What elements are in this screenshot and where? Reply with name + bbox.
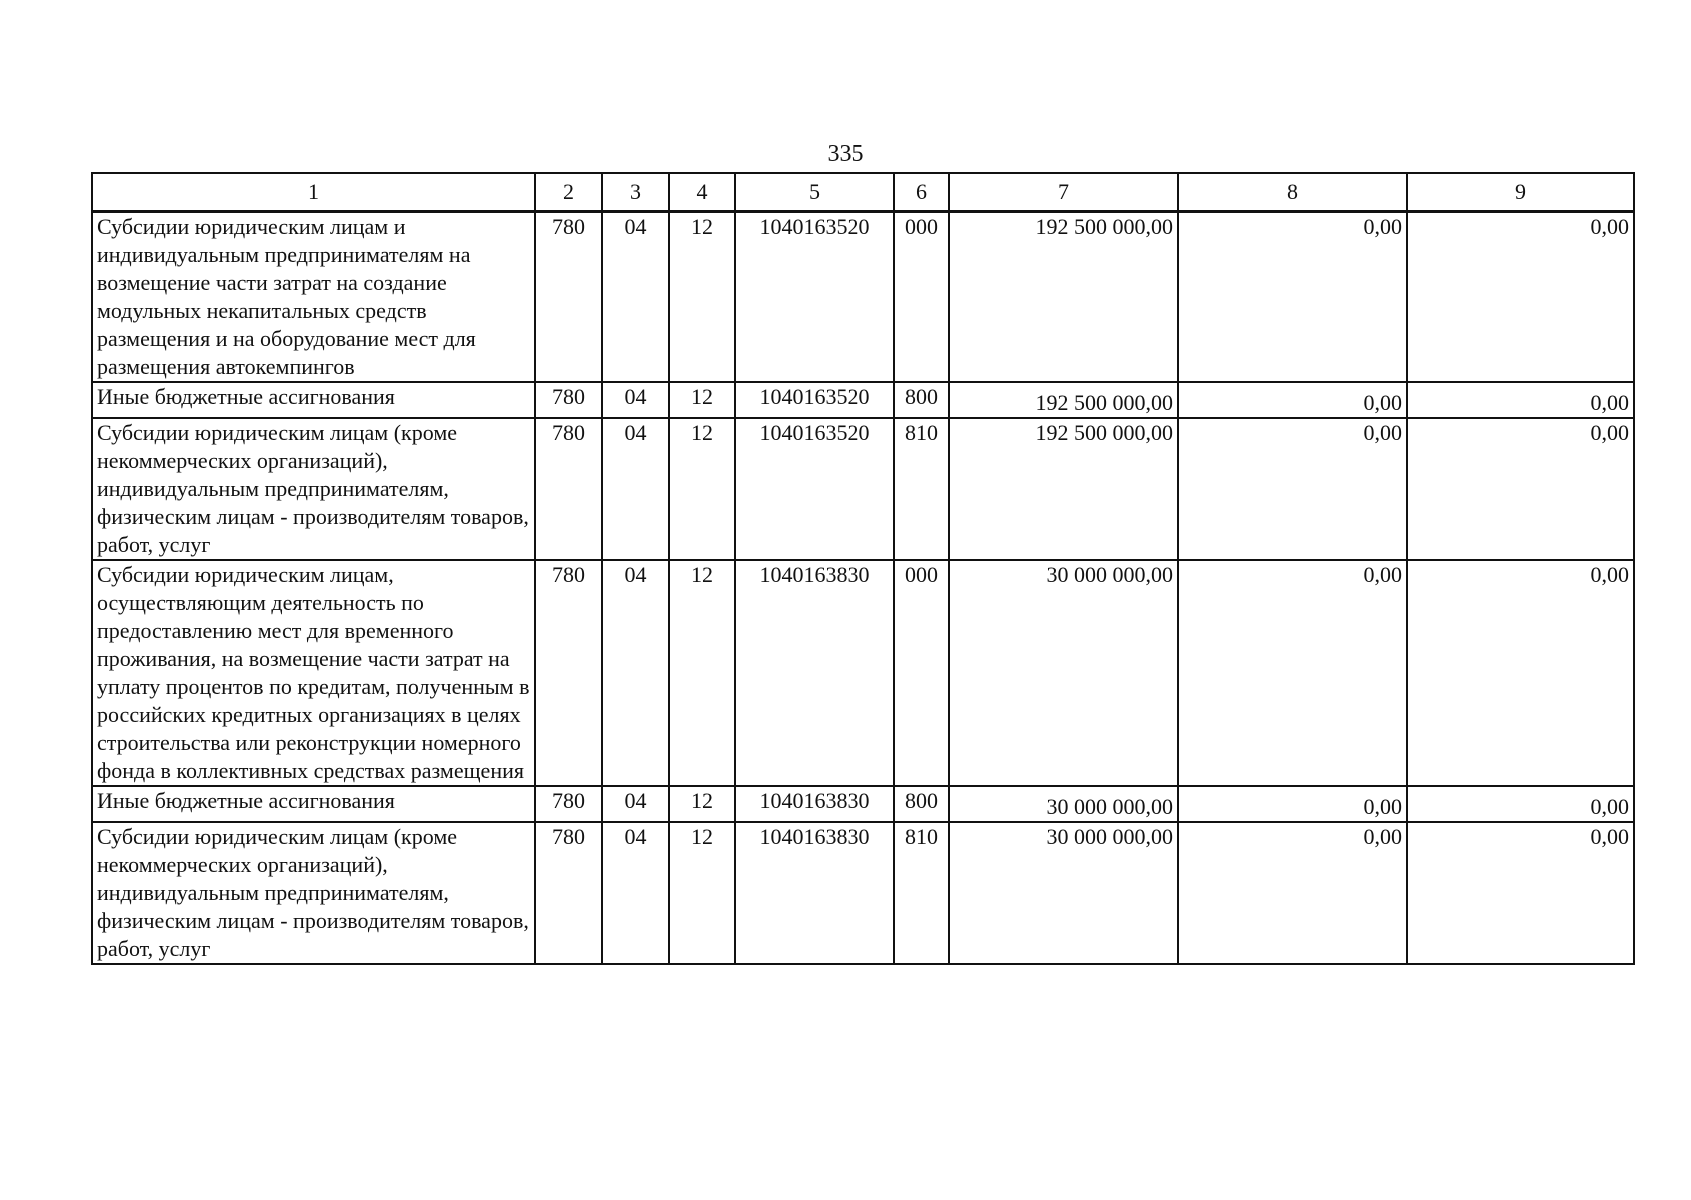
amount-cell: 0,00 [1178,786,1407,822]
cell: 12 [669,418,735,560]
budget-table [91,172,1635,965]
cell: 04 [602,212,669,383]
cell: 12 [669,560,735,786]
amount-cell: 30 000 000,00 [949,560,1178,786]
cell: 1040163830 [735,822,894,964]
row-name-cell: Субсидии юридическим лицам (кроме некоммерческих организаций), индивидуальным предпринимателям, физическим лицам - производителям товаров, работ, услуг [92,418,535,560]
table-row [92,382,1634,418]
cell: 12 [669,382,735,418]
cell: 04 [602,822,669,964]
cell: 000 [894,212,949,383]
cell: 12 [669,212,735,383]
row-name-cell: Субсидии юридическим лицам и индивидуальным предпринимателям на возмещение части затрат на создание модульных некапитальных средств размещения и на оборудование мест для размещения автокемпингов [92,212,535,383]
table-row [92,822,1634,964]
cell: 1040163520 [735,212,894,383]
amount-cell: 0,00 [1407,382,1634,418]
amount-cell: 0,00 [1407,822,1634,964]
amount-cell: 30 000 000,00 [949,822,1178,964]
column-header: 4 [669,173,735,212]
cell: 780 [535,418,602,560]
column-header: 9 [1407,173,1634,212]
amount-cell: 0,00 [1178,822,1407,964]
amount-cell: 0,00 [1407,212,1634,383]
cell: 780 [535,786,602,822]
cell: 780 [535,212,602,383]
cell: 04 [602,786,669,822]
cell: 1040163520 [735,382,894,418]
column-header: 1 [92,173,535,212]
table-row [92,786,1634,822]
amount-cell: 0,00 [1407,418,1634,560]
cell: 780 [535,822,602,964]
column-header: 2 [535,173,602,212]
cell: 780 [535,382,602,418]
column-header: 5 [735,173,894,212]
table-row [92,560,1634,786]
cell: 1040163520 [735,418,894,560]
amount-cell: 0,00 [1407,560,1634,786]
row-name-cell: Иные бюджетные ассигнования [92,786,535,822]
amount-cell: 0,00 [1178,560,1407,786]
cell: 12 [669,822,735,964]
amount-cell: 192 500 000,00 [949,382,1178,418]
cell: 1040163830 [735,560,894,786]
amount-cell: 0,00 [1178,418,1407,560]
amount-cell: 0,00 [1407,786,1634,822]
row-name-cell: Субсидии юридическим лицам, осуществляющим деятельность по предоставлению мест для временного проживания, на возмещение части затрат на уплату процентов по кредитам, полученным в российских кредитных организациях в целях строительства или реконструкции номерного фонда в коллективных средствах размещения [92,560,535,786]
table-row [92,212,1634,383]
cell: 04 [602,382,669,418]
column-header: 8 [1178,173,1407,212]
page-number: 335 [827,141,864,167]
cell: 810 [894,822,949,964]
cell: 810 [894,418,949,560]
amount-cell: 0,00 [1178,382,1407,418]
column-header: 7 [949,173,1178,212]
cell: 12 [669,786,735,822]
cell: 800 [894,382,949,418]
table-row [92,418,1634,560]
cell: 04 [602,418,669,560]
amount-cell: 192 500 000,00 [949,418,1178,560]
column-header: 3 [602,173,669,212]
cell: 780 [535,560,602,786]
amount-cell: 192 500 000,00 [949,212,1178,383]
table-header-row [92,173,1634,212]
column-header: 6 [894,173,949,212]
cell: 1040163830 [735,786,894,822]
amount-cell: 30 000 000,00 [949,786,1178,822]
cell: 000 [894,560,949,786]
amount-cell: 0,00 [1178,212,1407,383]
row-name-cell: Иные бюджетные ассигнования [92,382,535,418]
cell: 04 [602,560,669,786]
cell: 800 [894,786,949,822]
row-name-cell: Субсидии юридическим лицам (кроме некоммерческих организаций), индивидуальным предпринимателям, физическим лицам - производителям товаров, работ, услуг [92,822,535,964]
